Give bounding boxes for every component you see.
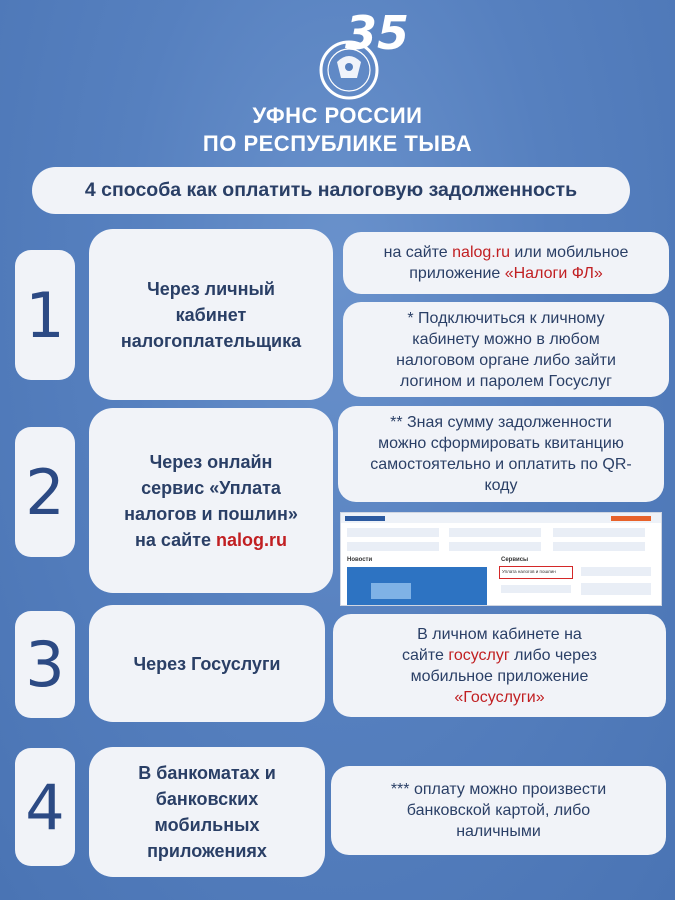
method-number-3: 3 — [15, 611, 75, 718]
org-title-line2: ПО РЕСПУБЛИКЕ ТЫВА — [202, 131, 473, 156]
nalog-site-screenshot — [340, 512, 662, 606]
note-1b: * Подключиться к личному кабинету можно в любом налоговом органе либо зайти логином и паролем Госуслуг — [343, 302, 669, 397]
nalog-link: nalog.ru — [216, 529, 288, 550]
note-1a: на сайте nalog.ru или мобильное приложение «Налоги ФЛ» — [343, 232, 669, 294]
gosuslugi-link: госуслуг — [448, 646, 510, 664]
method-1-line2: кабинет — [175, 304, 247, 325]
method-1-line1: Через личный — [147, 278, 275, 299]
fns-35-logo — [315, 6, 410, 104]
method-card-2: Через онлайн сервис «Уплата налогов и пошлин» на сайте nalog.ru — [89, 408, 333, 593]
method-card-4: В банкоматах и банковских мобильных приложениях — [89, 747, 325, 877]
method-number-1: 1 — [15, 250, 75, 380]
highlighted-service: Уплата налогов и пошлин — [499, 566, 573, 579]
org-title-line1: УФНС РОССИИ — [252, 103, 423, 128]
news-label: Новости — [347, 557, 373, 563]
method-1-line3: налогоплательщика — [120, 330, 302, 351]
gosuslugi-app: «Госуслуги» — [454, 688, 545, 706]
method-card-1 — [89, 229, 333, 400]
note-2: ** Зная сумму задолженности можно сформировать квитанцию самостоятельно и оплатить по QR- коду — [338, 406, 664, 502]
method-card-3: Через Госуслуги — [89, 605, 325, 722]
method-number-4: 4 — [15, 748, 75, 866]
anniversary-number: 35 — [345, 6, 410, 60]
method-number-2: 2 — [15, 427, 75, 557]
headline: 4 способа как оплатить налоговую задолженность — [32, 167, 630, 214]
services-label: Сервисы — [501, 557, 529, 563]
nalog-link: nalog.ru — [452, 244, 510, 261]
note-4: *** оплату можно произвести банковской картой, либо наличными — [331, 766, 666, 855]
app-name: «Налоги ФЛ» — [504, 265, 603, 282]
note-3: В личном кабинете на сайте госуслуг либо через мобильное приложение «Госуслуги» — [333, 614, 666, 717]
